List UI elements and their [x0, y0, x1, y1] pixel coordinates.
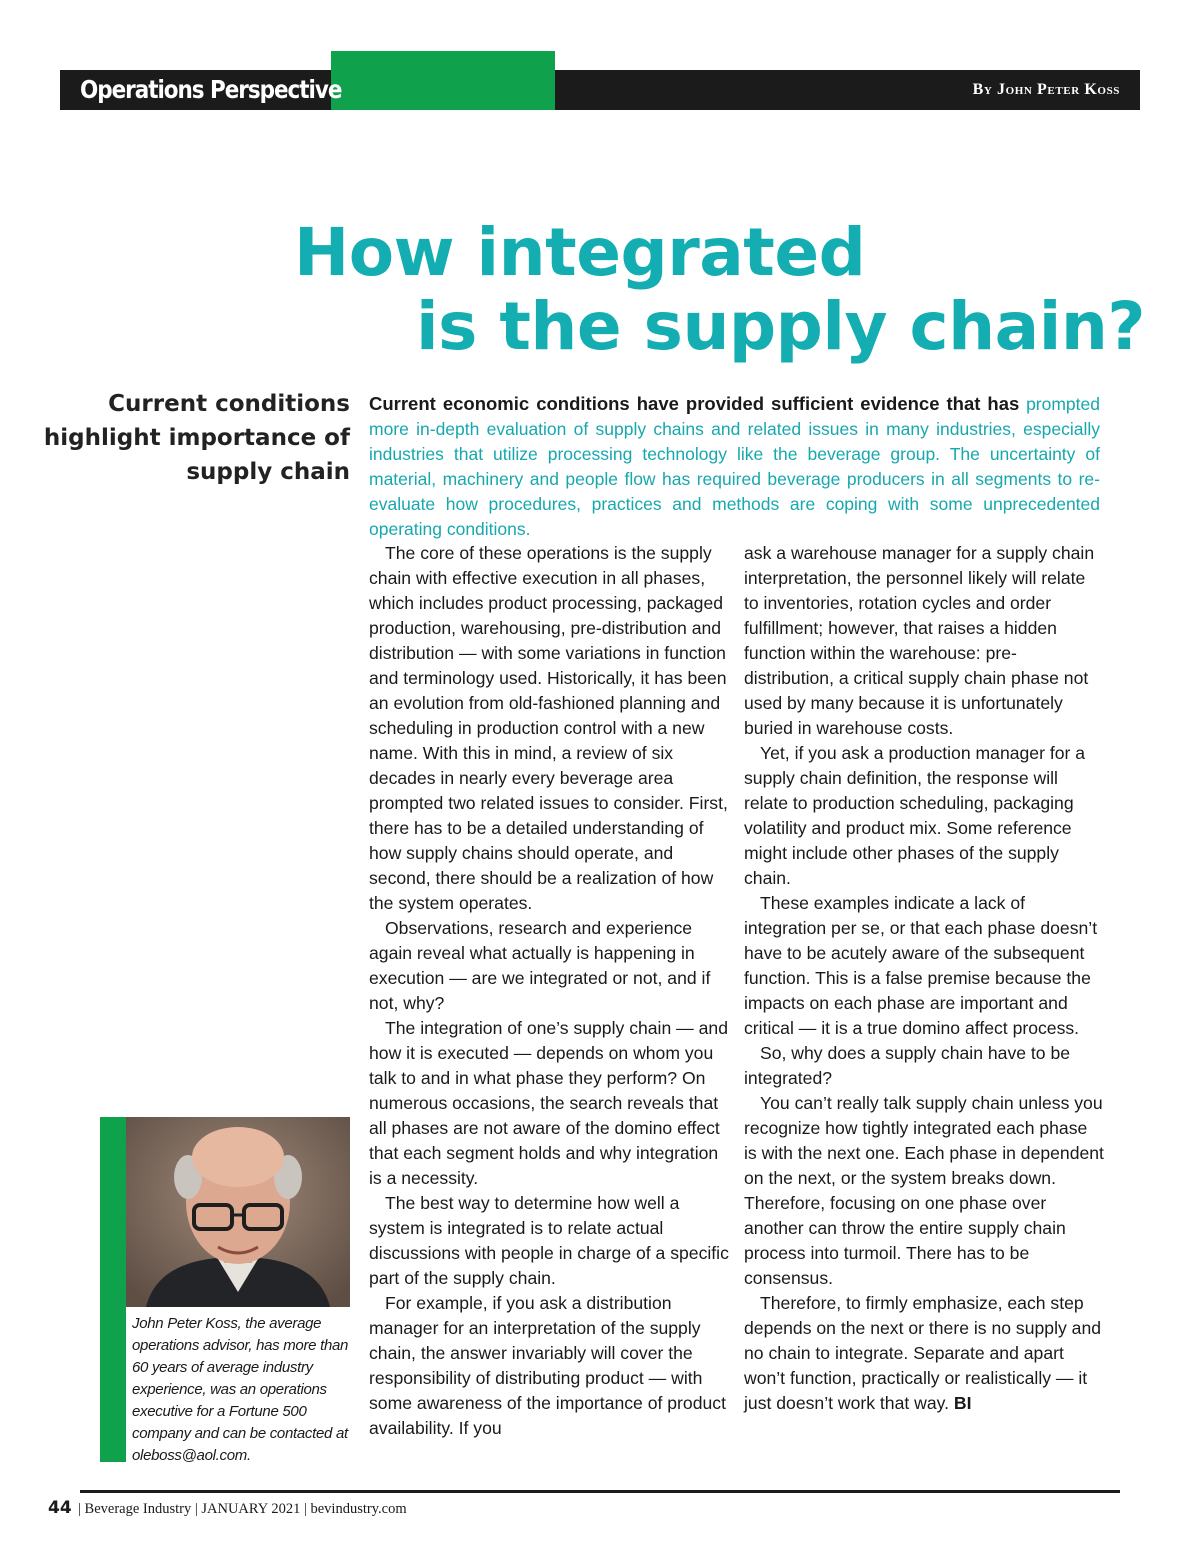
- body-paragraph: You can’t really talk supply chain unless you recognize how tightly integrated each phase is with the next one. Each phase in dependent on the next, or the system breaks down. Therefore, focusing on one phase over another can throw the entire supply chain process into turmoil. There has to be consensus.: [744, 1093, 1104, 1288]
- body-paragraph-final: [744, 1291, 1104, 1416]
- body-paragraph: The core of these operations is the supply chain with effective execution in all phases, which includes product processing, packaged production, warehousing, pre-distribution and distribution — with some variations in function and terminology used. Historically, it has been an evolution from old-fashioned planning and scheduling in production control with a new name. With this in mind, a review of six decades in nearly every beverage area prompted two related issues to consider. First, there has to be a detailed understanding of how supply chains should operate, and second, there should be a realization of how the system operates.: [369, 543, 728, 913]
- deck-subheading: Current conditions highlight importance of supply chain: [43, 391, 350, 485]
- body-paragraph: These examples indicate a lack of integration per se, or that each phase doesn’t have to be acutely aware of the subsequent function. This is a false premise because the impacts on each phase are important and critical — it is a true domino affect process.: [744, 893, 1098, 1038]
- author-portrait: [126, 1117, 350, 1307]
- section-label: Operations Perspective: [80, 75, 342, 104]
- body-paragraph: The integration of one’s supply chain — and how it is executed — depends on whom you talk to and in what phase they perform? On numerous occasions, the search reveals that all phases are not aware of the domino effect that each segment holds and why integration is a necessity.: [369, 1018, 728, 1188]
- page-number: 44: [48, 1498, 72, 1518]
- body-paragraph: Yet, if you ask a production manager for a supply chain definition, the response will relate to production scheduling, packaging volatility and product mix. Some reference might include other phases of the supply chain.: [744, 743, 1086, 888]
- header-green-tab: [331, 51, 555, 110]
- lead-teal-text: prompted more in-depth evaluation of supply chains and related issues in many industries, especially industries that utilize processing technology like the beverage group. The uncertainty of material, machinery and people flow has required beverage producers in all segments to re-evaluate how procedures, practices and methods are coping with some unprecedented operating conditions.: [369, 394, 1100, 539]
- footer-publication-info: | Beverage Industry | JANUARY 2021 | bevindustry.com: [78, 1501, 407, 1517]
- body-paragraph: For example, if you ask a distribution manager for an interpretation of the supply chain, the answer invariably will cover the responsibility of distributing product — with some awareness of the importance of product availability. If you: [369, 1293, 726, 1438]
- headline-line-1: How integrated: [294, 214, 866, 291]
- lead-paragraph: [369, 391, 1100, 542]
- headline-line-2: is the supply chain?: [416, 288, 1146, 365]
- photo-accent-bar: [100, 1117, 126, 1462]
- body-paragraph: Observations, research and experience again reveal what actually is happening in execution — are we integrated or not, and if not, why?: [369, 918, 711, 1013]
- author-photo: [126, 1117, 350, 1307]
- footer-rule: [80, 1490, 1120, 1493]
- byline: By John Peter Koss: [972, 81, 1120, 98]
- body-column-1: [369, 541, 729, 1441]
- lead-bold-text: Current economic conditions have provided sufficient evidence that has: [369, 393, 1020, 414]
- body-column-2: [744, 541, 1104, 1416]
- signoff-mark: BI: [953, 1393, 972, 1413]
- body-paragraph-continued: ask a warehouse manager for a supply chain interpretation, the personnel likely will relate to inventories, rotation cycles and order fulfillment; however, that raises a hidden function within the warehouse: pre-distribution, a critical supply chain phase not used by many because it is unfortunately buried in warehouse costs.: [744, 543, 1095, 738]
- body-paragraph: The best way to determine how well a system is integrated is to relate actual discussions with people in charge of a specific part of the supply chain.: [369, 1193, 729, 1288]
- author-caption: John Peter Koss, the average operations advisor, has more than 60 years of average industry experience, was an operations executive for a Fortune 500 company and can be contacted at oleboss@aol.com.: [132, 1315, 349, 1464]
- final-text: Therefore, to firmly emphasize, each step depends on the next or there is no supply and no chain to integrate. Separate and apart won’t function, practically or realistically — it just doesn’t work that way.: [744, 1293, 1102, 1413]
- body-paragraph: So, why does a supply chain have to be integrated?: [744, 1043, 1071, 1088]
